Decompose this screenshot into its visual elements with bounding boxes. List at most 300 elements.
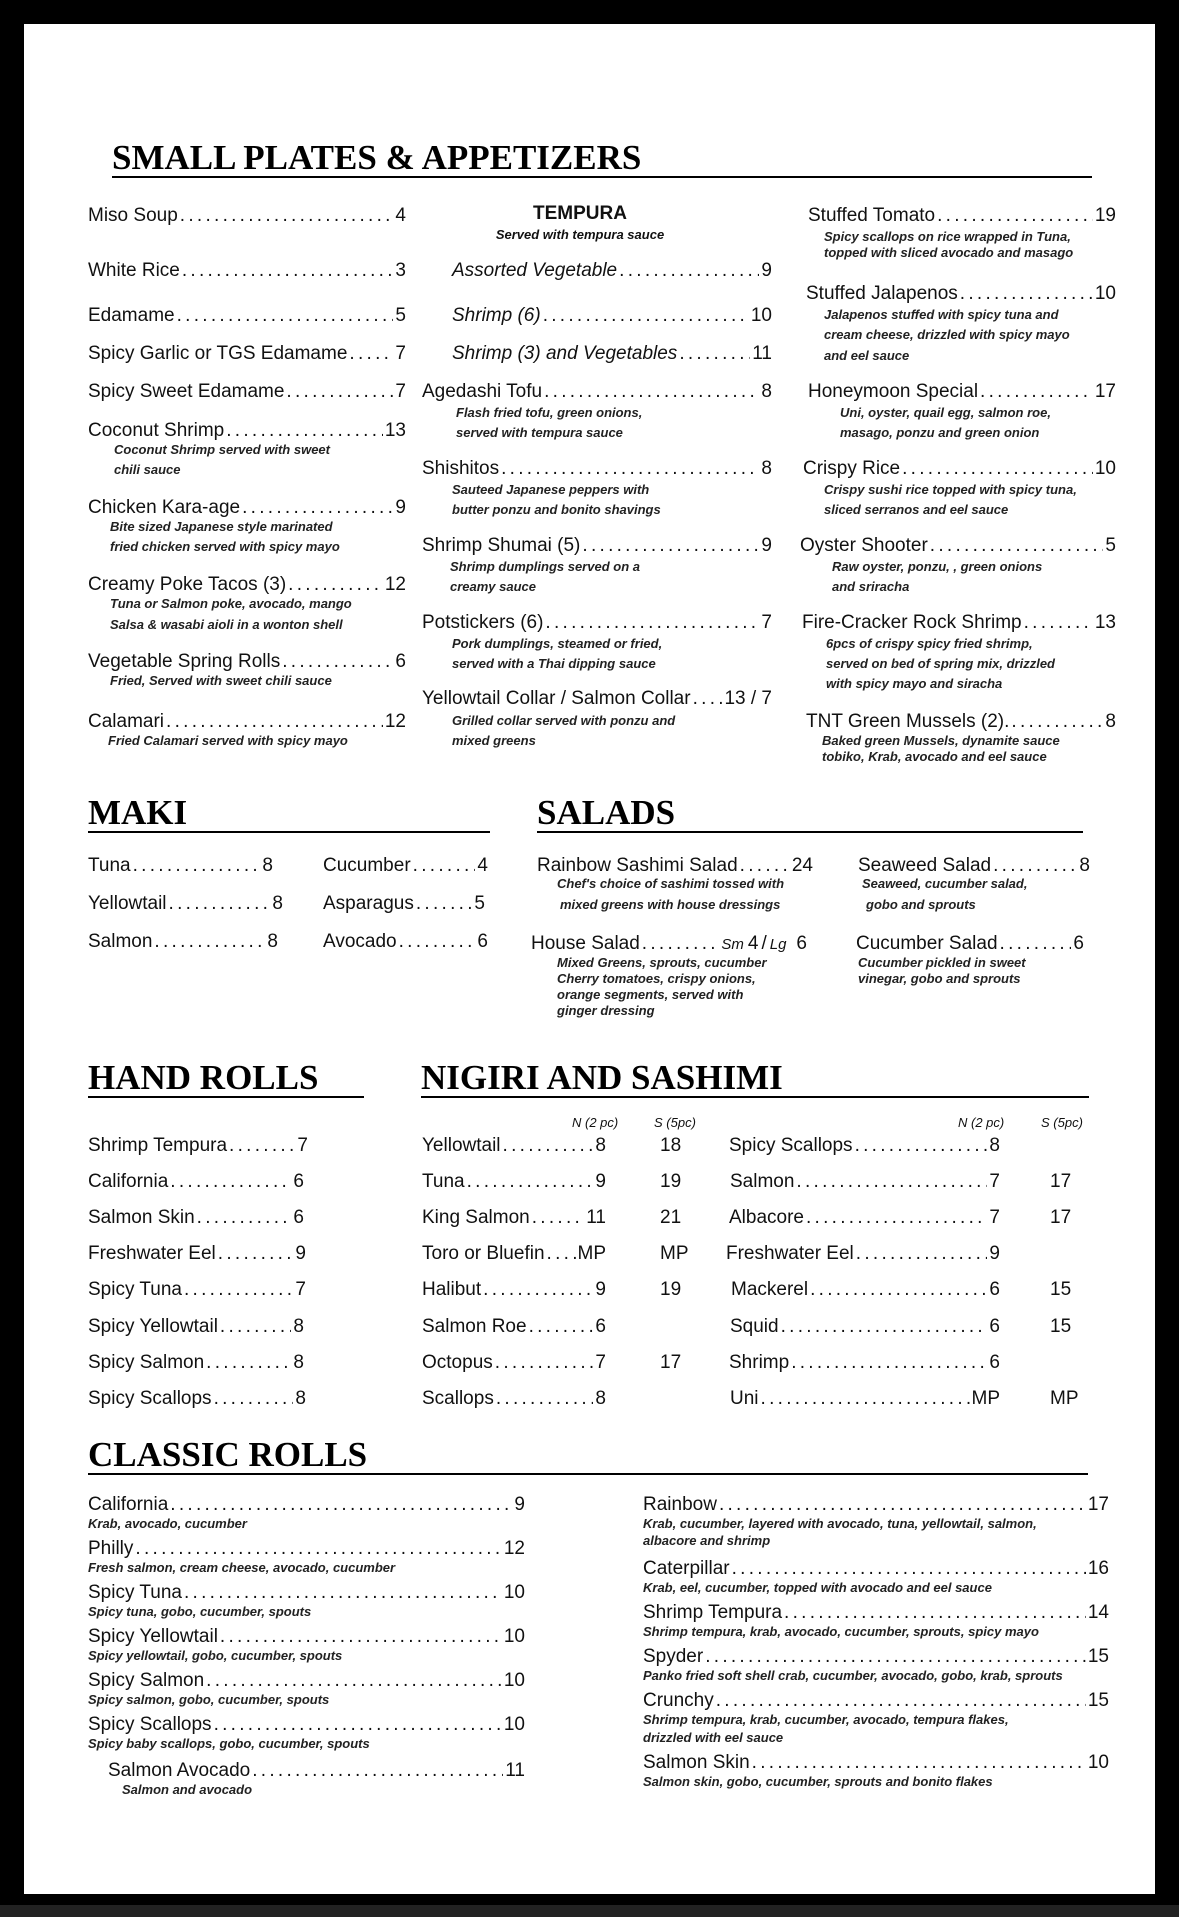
item-description: Salsa & wasabi aioli in a wonton shell [110, 617, 343, 632]
item-name: Squid [730, 1316, 779, 1337]
small-plates-item [88, 497, 406, 519]
item-price: 8 [295, 1388, 306, 1409]
dot-leader [288, 574, 383, 596]
dot-leader [993, 855, 1077, 877]
item-price: 13 [384, 420, 406, 441]
small-plates-item [802, 612, 1116, 634]
dot-leader [413, 855, 476, 877]
dot-leader [166, 711, 383, 733]
maki-item [323, 855, 488, 877]
item-description: Spicy baby scallops, gobo, cucumber, spouts [88, 1736, 370, 1751]
item-name: Spicy Scallops [88, 1388, 212, 1409]
dot-leader [184, 1279, 293, 1301]
item-name: Spicy Salmon [88, 1352, 205, 1373]
dot-leader [705, 1646, 1086, 1668]
small-plates-item [808, 381, 1116, 403]
item-name: Calamari [88, 711, 165, 732]
dot-leader [229, 1135, 295, 1157]
item-name: California [88, 1171, 169, 1192]
item-description: mixed greens [452, 733, 536, 748]
maki-item [323, 893, 485, 915]
item-price: 6 [477, 931, 488, 952]
item-description: Flash fried tofu, green onions, [456, 405, 643, 420]
hand-roll-item [88, 1316, 304, 1338]
item-description: Fried Calamari served with spicy mayo [108, 733, 348, 748]
item-name: King Salmon [422, 1207, 530, 1228]
item-name: Yellowtail [422, 1135, 501, 1156]
item-description: Fresh salmon, cream cheese, avocado, cucumber [88, 1560, 396, 1575]
item-name: TNT Green Mussels (2). [806, 711, 1010, 732]
hand-roll-item [88, 1279, 306, 1301]
hand-roll-item [88, 1243, 306, 1265]
item-description: and sriracha [832, 579, 910, 594]
nigiri-item [730, 1316, 1000, 1338]
item-price: 8 [595, 1388, 606, 1409]
item-price: 9 [989, 1243, 1000, 1264]
item-name: Albacore [729, 1207, 804, 1228]
item-description: Crispy sushi rice topped with spicy tuna, [824, 482, 1077, 497]
dot-leader [226, 420, 383, 442]
salads-heading: SALADS [537, 795, 1083, 833]
sashimi-price: 21 [660, 1207, 682, 1228]
nigiri-item [422, 1352, 606, 1374]
small-plates-heading: SMALL PLATES & APPETIZERS [112, 140, 1092, 178]
dot-leader [206, 1352, 291, 1374]
item-name: Mackerel [731, 1279, 809, 1300]
classic-roll-item [643, 1646, 1109, 1668]
item-description: masago, ponzu and green onion [840, 425, 1040, 440]
item-description: served on bed of spring mix, drizzled [826, 656, 1055, 671]
item-description: sliced serranos and eel sauce [824, 502, 1009, 517]
right-s-column-header: S (5pc) [1041, 1115, 1083, 1130]
item-name: Salmon Skin [643, 1752, 750, 1773]
item-name: Coconut Shrimp [88, 420, 225, 441]
item-name: Vegetable Spring Rolls [88, 651, 281, 672]
item-price: 9 [514, 1494, 525, 1515]
item-description: Spicy salmon, gobo, cucumber, spouts [88, 1692, 330, 1707]
dot-leader [532, 1207, 585, 1229]
dot-leader [619, 260, 759, 282]
item-name: Stuffed Tomato [808, 205, 936, 226]
dot-leader [902, 458, 1093, 480]
item-price: 8 [1105, 711, 1116, 732]
item-description: vinegar, gobo and sprouts [858, 971, 1021, 986]
salad-item [856, 933, 1084, 955]
small-plates-item [452, 305, 772, 327]
item-name: Chicken Kara-age [88, 497, 241, 518]
dot-leader [582, 535, 759, 557]
item-name: White Rice [88, 260, 180, 281]
item-name: Salmon [730, 1171, 795, 1192]
maki-item [88, 893, 283, 915]
item-price: 12 [384, 574, 406, 595]
classic-roll-item [88, 1582, 525, 1604]
item-price: 13 / 7 [724, 688, 772, 709]
item-description: Bite sized Japanese style marinated [110, 519, 333, 534]
item-price: MP [577, 1243, 606, 1264]
item-name: Octopus [422, 1352, 493, 1373]
small-plates-item [88, 343, 406, 365]
dot-leader [252, 1760, 503, 1782]
item-price: 10 [750, 305, 772, 326]
item-description: Spicy scallops on rice wrapped in Tuna, [824, 229, 1071, 244]
item-description: Shrimp dumplings served on a [450, 559, 640, 574]
item-description: Raw oyster, ponzu, , green onions [832, 559, 1043, 574]
item-price: 8 [761, 381, 772, 402]
left-n-column-header: N (2 pc) [572, 1115, 619, 1130]
item-price: 6 [395, 651, 406, 672]
right-n-column-header: N (2 pc) [958, 1115, 1005, 1130]
dot-leader [810, 1279, 987, 1301]
small-plates-item [88, 420, 406, 442]
nigiri-item [422, 1207, 606, 1229]
dot-leader [761, 1388, 970, 1410]
item-price: 9 [761, 260, 772, 281]
dot-leader [495, 1352, 594, 1374]
item-price: 10 [1087, 1752, 1109, 1773]
item-price: 10 [1094, 283, 1116, 304]
dot-leader [214, 1388, 294, 1410]
item-name: Stuffed Jalapenos [806, 283, 958, 304]
hand-rolls-heading: HAND ROLLS [88, 1060, 364, 1098]
small-plates-item [800, 535, 1116, 557]
item-price: 6 [1073, 933, 1084, 954]
item-name: Shrimp (6) [452, 305, 541, 326]
sashimi-price: 15 [1050, 1279, 1072, 1300]
sashimi-price: 19 [660, 1279, 682, 1300]
item-price: 15 [1087, 1646, 1109, 1667]
item-name: Avocado [323, 931, 397, 952]
item-description: tobiko, Krab, avocado and eel sauce [822, 749, 1047, 764]
item-description: Salmon and avocado [122, 1782, 253, 1797]
item-price: 14 [1087, 1602, 1109, 1623]
item-name: Freshwater Eel [88, 1243, 216, 1264]
size-label-sm: Sm [721, 936, 744, 953]
item-price: 10 [503, 1626, 525, 1647]
item-name: Seaweed Salad [858, 855, 992, 876]
dot-leader [180, 205, 394, 227]
small-plates-item [422, 381, 772, 403]
dot-leader [796, 1171, 987, 1193]
item-name: Tuna [88, 855, 131, 876]
item-price: 8 [761, 458, 772, 479]
item-price: 8 [293, 1352, 304, 1373]
item-name: Rainbow Sashimi Salad [537, 855, 738, 876]
classic-roll-item [88, 1714, 525, 1736]
item-description: served with tempura sauce [456, 425, 623, 440]
hand-roll-item [88, 1135, 308, 1157]
sashimi-price: 18 [660, 1135, 682, 1156]
dot-leader [501, 458, 759, 480]
dot-leader [679, 343, 750, 365]
item-description: fried chicken served with spicy mayo [110, 539, 340, 554]
dot-leader [214, 1714, 502, 1736]
item-name: Salmon Skin [88, 1207, 195, 1228]
item-name: Salmon Roe [422, 1316, 527, 1337]
dot-leader [543, 305, 749, 327]
classic-roll-item [643, 1752, 1109, 1774]
small-plates-item [88, 260, 406, 282]
dot-leader [416, 893, 473, 915]
small-plates-item [806, 283, 1116, 305]
item-price: 5 [395, 305, 406, 326]
item-description: with spicy mayo and siracha [826, 676, 1003, 691]
item-description: Cucumber pickled in sweet [858, 955, 1026, 970]
item-description: Jalapenos stuffed with spicy tuna and [824, 307, 1059, 322]
nigiri-item [422, 1135, 606, 1157]
item-description: Spicy tuna, gobo, cucumber, spouts [88, 1604, 312, 1619]
item-name: Yellowtail [88, 893, 167, 914]
left-s-column-header: S (5pc) [654, 1115, 696, 1130]
item-name: Rainbow [643, 1494, 717, 1515]
item-name: Uni [730, 1388, 759, 1409]
item-name: Asparagus [323, 893, 414, 914]
item-name: Spicy Tuna [88, 1279, 182, 1300]
hand-roll-item [88, 1388, 306, 1410]
item-price: MP [971, 1388, 1000, 1409]
dot-leader [242, 497, 393, 519]
item-price: 12 [384, 711, 406, 732]
item-description: topped with sliced avocado and masago [824, 245, 1074, 260]
item-name: Spicy Salmon [88, 1670, 205, 1691]
item-name: Spicy Garlic or TGS Edamame [88, 343, 348, 364]
item-description: chili sauce [114, 462, 181, 477]
hand-roll-item [88, 1352, 304, 1374]
dot-leader [716, 1690, 1086, 1712]
salad-item [537, 855, 813, 877]
dot-leader [732, 1558, 1086, 1580]
nigiri-item [729, 1135, 1000, 1157]
dot-leader [740, 855, 790, 877]
dot-leader [218, 1243, 294, 1265]
item-price: 6 [989, 1279, 1000, 1300]
classic-roll-item [88, 1538, 525, 1560]
dot-leader [642, 933, 720, 955]
nigiri-sashimi-heading: NIGIRI AND SASHIMI [421, 1060, 1089, 1098]
dot-leader [960, 283, 1093, 305]
item-name: Shrimp Tempura [88, 1135, 228, 1156]
dot-leader [719, 1494, 1086, 1516]
small-plates-item [808, 205, 1116, 227]
item-price: 9 [595, 1171, 606, 1192]
item-description: cream cheese, drizzled with spicy mayo [824, 327, 1070, 342]
dot-leader [806, 1207, 987, 1229]
item-name: Spicy Scallops [88, 1714, 212, 1735]
classic-roll-item [88, 1626, 525, 1648]
dot-leader [547, 1243, 576, 1265]
item-description: Pork dumplings, steamed or fried, [452, 636, 663, 651]
nigiri-item [422, 1316, 606, 1338]
item-name: Spicy Tuna [88, 1582, 182, 1603]
item-name: Spicy Yellowtail [88, 1316, 218, 1337]
item-description: orange segments, served with [557, 987, 744, 1002]
item-description: drizzled with eel sauce [643, 1730, 784, 1745]
item-price: 24 [791, 855, 813, 876]
classic-roll-item [643, 1602, 1109, 1624]
maki-heading: MAKI [88, 795, 490, 833]
item-name: Miso Soup [88, 205, 178, 226]
sashimi-price: 19 [660, 1171, 682, 1192]
item-name: Shrimp Tempura [643, 1602, 783, 1623]
sashimi-price: 15 [1050, 1316, 1072, 1337]
item-name: California [88, 1494, 169, 1515]
dot-leader [182, 260, 394, 282]
item-description: butter ponzu and bonito shavings [452, 502, 661, 517]
item-price: 6 [796, 933, 807, 954]
item-name: Assorted Vegetable [452, 260, 618, 281]
item-name: Yellowtail Collar / Salmon Collar [422, 688, 691, 709]
dot-leader [937, 205, 1093, 227]
small-plates-item [422, 688, 772, 710]
nigiri-item [422, 1171, 606, 1193]
item-price: 10 [503, 1714, 525, 1735]
item-price: 7 [595, 1352, 606, 1373]
hand-roll-item [88, 1171, 304, 1193]
item-description: Grilled collar served with ponzu and [452, 713, 676, 728]
small-plates-item [452, 260, 772, 282]
nigiri-item [730, 1388, 1000, 1410]
item-price: 5 [1105, 535, 1116, 556]
classic-roll-item [108, 1760, 525, 1782]
dot-leader [467, 1171, 594, 1193]
price-sm: 4 [747, 933, 759, 954]
sashimi-price: MP [1050, 1388, 1079, 1409]
dot-leader [349, 343, 393, 365]
item-name: Caterpillar [643, 1558, 730, 1579]
item-price: 4 [395, 205, 406, 226]
item-price: 10 [503, 1670, 525, 1691]
item-name: Honeymoon Special [808, 381, 979, 402]
size-separator: / [761, 933, 767, 954]
item-name: Tuna [422, 1171, 465, 1192]
item-description: Shrimp tempura, krab, cucumber, avocado, tempura flakes, [643, 1712, 1009, 1727]
dot-leader [791, 1352, 987, 1374]
dot-leader [784, 1602, 1086, 1624]
dot-leader [133, 855, 261, 877]
dot-leader [483, 1279, 593, 1301]
small-plates-item [806, 711, 1116, 733]
dot-leader [197, 1207, 292, 1229]
maki-item [88, 931, 278, 953]
item-price: 7 [761, 612, 772, 633]
item-name: Crunchy [643, 1690, 714, 1711]
nigiri-item [422, 1388, 606, 1410]
dot-leader [930, 535, 1104, 557]
classic-rolls-heading: CLASSIC ROLLS [88, 1437, 1088, 1475]
salad-item [531, 933, 807, 956]
item-price: 11 [586, 1207, 606, 1228]
item-name: Salmon Avocado [108, 1760, 251, 1781]
item-price: 7 [989, 1171, 1000, 1192]
item-name: Crispy Rice [803, 458, 901, 479]
nigiri-item [726, 1243, 1000, 1265]
small-plates-item [88, 711, 406, 733]
item-description: Seaweed, cucumber salad, [862, 876, 1028, 891]
item-description: Spicy yellowtail, gobo, cucumber, spouts [88, 1648, 343, 1663]
dot-leader [206, 1670, 502, 1692]
small-plates-item [422, 612, 772, 634]
item-price: 3 [395, 260, 406, 281]
item-description: and eel sauce [824, 348, 910, 363]
classic-roll-item [88, 1494, 525, 1516]
item-price: 13 [1094, 612, 1116, 633]
item-name: Spicy Yellowtail [88, 1626, 218, 1647]
nigiri-item [422, 1279, 606, 1301]
dot-leader [693, 688, 723, 710]
item-description: 6pcs of crispy spicy fried shrimp, [826, 636, 1033, 651]
dot-leader [135, 1538, 501, 1560]
item-price: 7 [295, 1279, 306, 1300]
item-price: 8 [1079, 855, 1090, 876]
nigiri-item [731, 1279, 1000, 1301]
nigiri-item [729, 1207, 1000, 1229]
tempura-subtitle: Served with tempura sauce [495, 227, 665, 242]
small-plates-item [88, 381, 406, 403]
nigiri-item [729, 1352, 1000, 1374]
item-name: Spicy Scallops [729, 1135, 853, 1156]
nigiri-item [422, 1243, 606, 1265]
dot-leader [752, 1752, 1086, 1774]
item-name: Shishitos [422, 458, 500, 479]
item-name: Spicy Sweet Edamame [88, 381, 285, 402]
item-price: 8 [267, 931, 278, 952]
dot-leader [154, 931, 265, 953]
item-price: 7 [297, 1135, 308, 1156]
item-price: 9 [395, 497, 406, 518]
bottom-bar [0, 1905, 1179, 1917]
item-description: Chef's choice of sashimi tossed with [557, 876, 785, 891]
item-name: Shrimp (3) and Vegetables [452, 343, 678, 364]
item-name: Cucumber Salad [856, 933, 998, 954]
item-price: 12 [503, 1538, 525, 1559]
item-description: ginger dressing [557, 1003, 655, 1018]
item-description: Krab, avocado, cucumber [88, 1516, 247, 1531]
item-name: Halibut [422, 1279, 482, 1300]
small-plates-item [422, 458, 772, 480]
dot-leader [184, 1582, 502, 1604]
item-name: Agedashi Tofu [422, 381, 543, 402]
nigiri-item [730, 1171, 1000, 1193]
maki-item [323, 931, 488, 953]
small-plates-item [803, 458, 1116, 480]
sashimi-price: 17 [1050, 1171, 1072, 1192]
item-price: 10 [1094, 458, 1116, 479]
dot-leader [282, 651, 393, 673]
item-price: 5 [474, 893, 485, 914]
salad-item [858, 855, 1090, 877]
item-price: 4 [477, 855, 488, 876]
item-name: Philly [88, 1538, 134, 1559]
dot-leader [503, 1135, 594, 1157]
small-plates-item [88, 574, 406, 596]
item-price: 16 [1087, 1558, 1109, 1579]
dot-leader [220, 1316, 292, 1338]
item-price: 17 [1094, 381, 1116, 402]
dot-leader [856, 1243, 988, 1265]
item-price: 7 [989, 1207, 1000, 1228]
item-description: Coconut Shrimp served with sweet [114, 442, 330, 457]
dot-leader [1011, 711, 1103, 733]
dot-leader [177, 305, 394, 327]
dot-leader [399, 931, 476, 953]
item-name: Salmon [88, 931, 153, 952]
item-description: Baked green Mussels, dynamite sauce [822, 733, 1060, 748]
dot-leader [529, 1316, 594, 1338]
item-price: 8 [989, 1135, 1000, 1156]
item-name: Creamy Poke Tacos (3) [88, 574, 287, 595]
item-description: Mixed Greens, sprouts, cucumber [557, 955, 767, 970]
item-description: Panko fried soft shell crab, cucumber, avocado, gobo, krab, sprouts [643, 1668, 1063, 1683]
